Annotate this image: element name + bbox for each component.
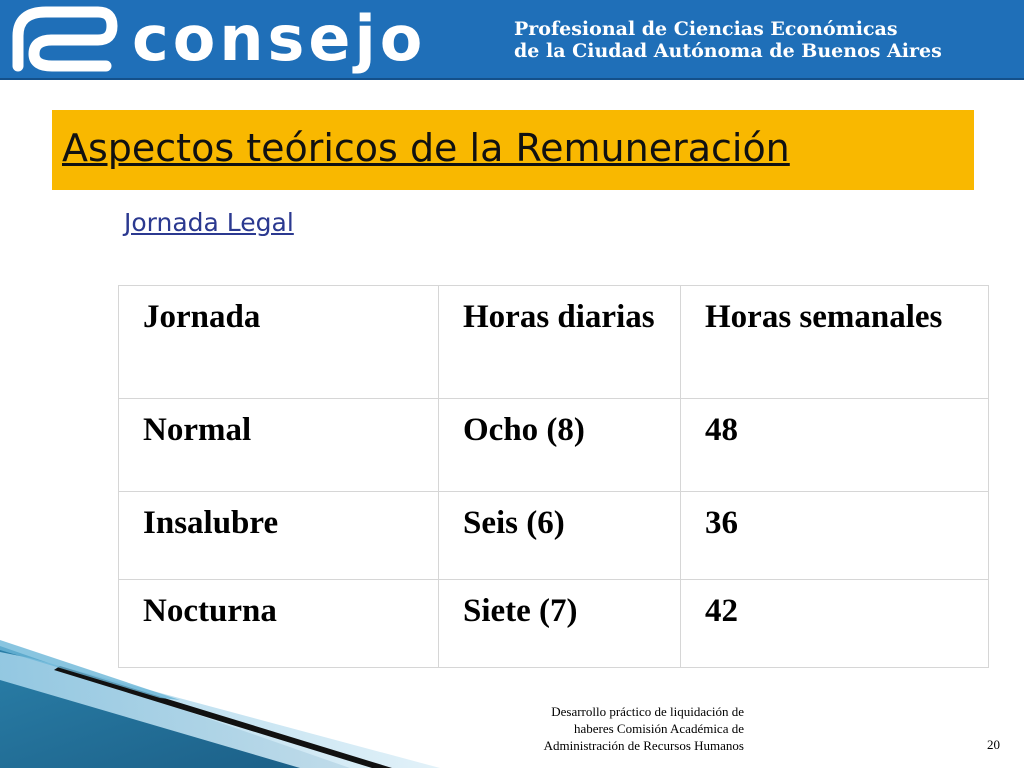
table-header-row <box>119 286 989 399</box>
title-box <box>52 110 974 190</box>
jornada-table <box>118 285 988 668</box>
footer-note-line: haberes Comisión Académica de <box>573 721 744 736</box>
header-banner <box>0 0 1024 80</box>
footer-note-line: Desarrollo práctico de liquidación de <box>551 704 744 719</box>
table-cell: Ocho (8) <box>439 399 681 492</box>
page-number: 20 <box>987 737 1000 752</box>
header-cell: Horas semanales <box>681 286 989 399</box>
decorative-swoosh <box>0 640 440 768</box>
slide-subtitle: Jornada Legal <box>124 208 294 237</box>
consejo-logo-icon <box>8 6 118 72</box>
table-row <box>119 399 989 492</box>
table-cell: 42 <box>681 580 989 668</box>
table-cell: Siete (7) <box>439 580 681 668</box>
organization-name <box>514 18 942 62</box>
footer-note-line: Administración de Recursos Humanos <box>543 738 744 753</box>
footer-note <box>520 703 744 754</box>
table-cell: 36 <box>681 492 989 580</box>
table-cell: Nocturna <box>119 580 439 668</box>
table-cell: Seis (6) <box>439 492 681 580</box>
slide-title: Aspectos teóricos de la Remuneración <box>62 126 790 170</box>
table-cell: 48 <box>681 399 989 492</box>
org-line-2: de la Ciudad Autónoma de Buenos Aires <box>514 40 942 62</box>
logo-wordmark: consejo <box>132 2 427 75</box>
header-cell: Horas diarias <box>439 286 681 399</box>
header-cell: Jornada <box>119 286 439 399</box>
table-cell: Insalubre <box>119 492 439 580</box>
table-cell: Normal <box>119 399 439 492</box>
org-line-1: Profesional de Ciencias Económicas <box>514 18 898 40</box>
table-row <box>119 492 989 580</box>
